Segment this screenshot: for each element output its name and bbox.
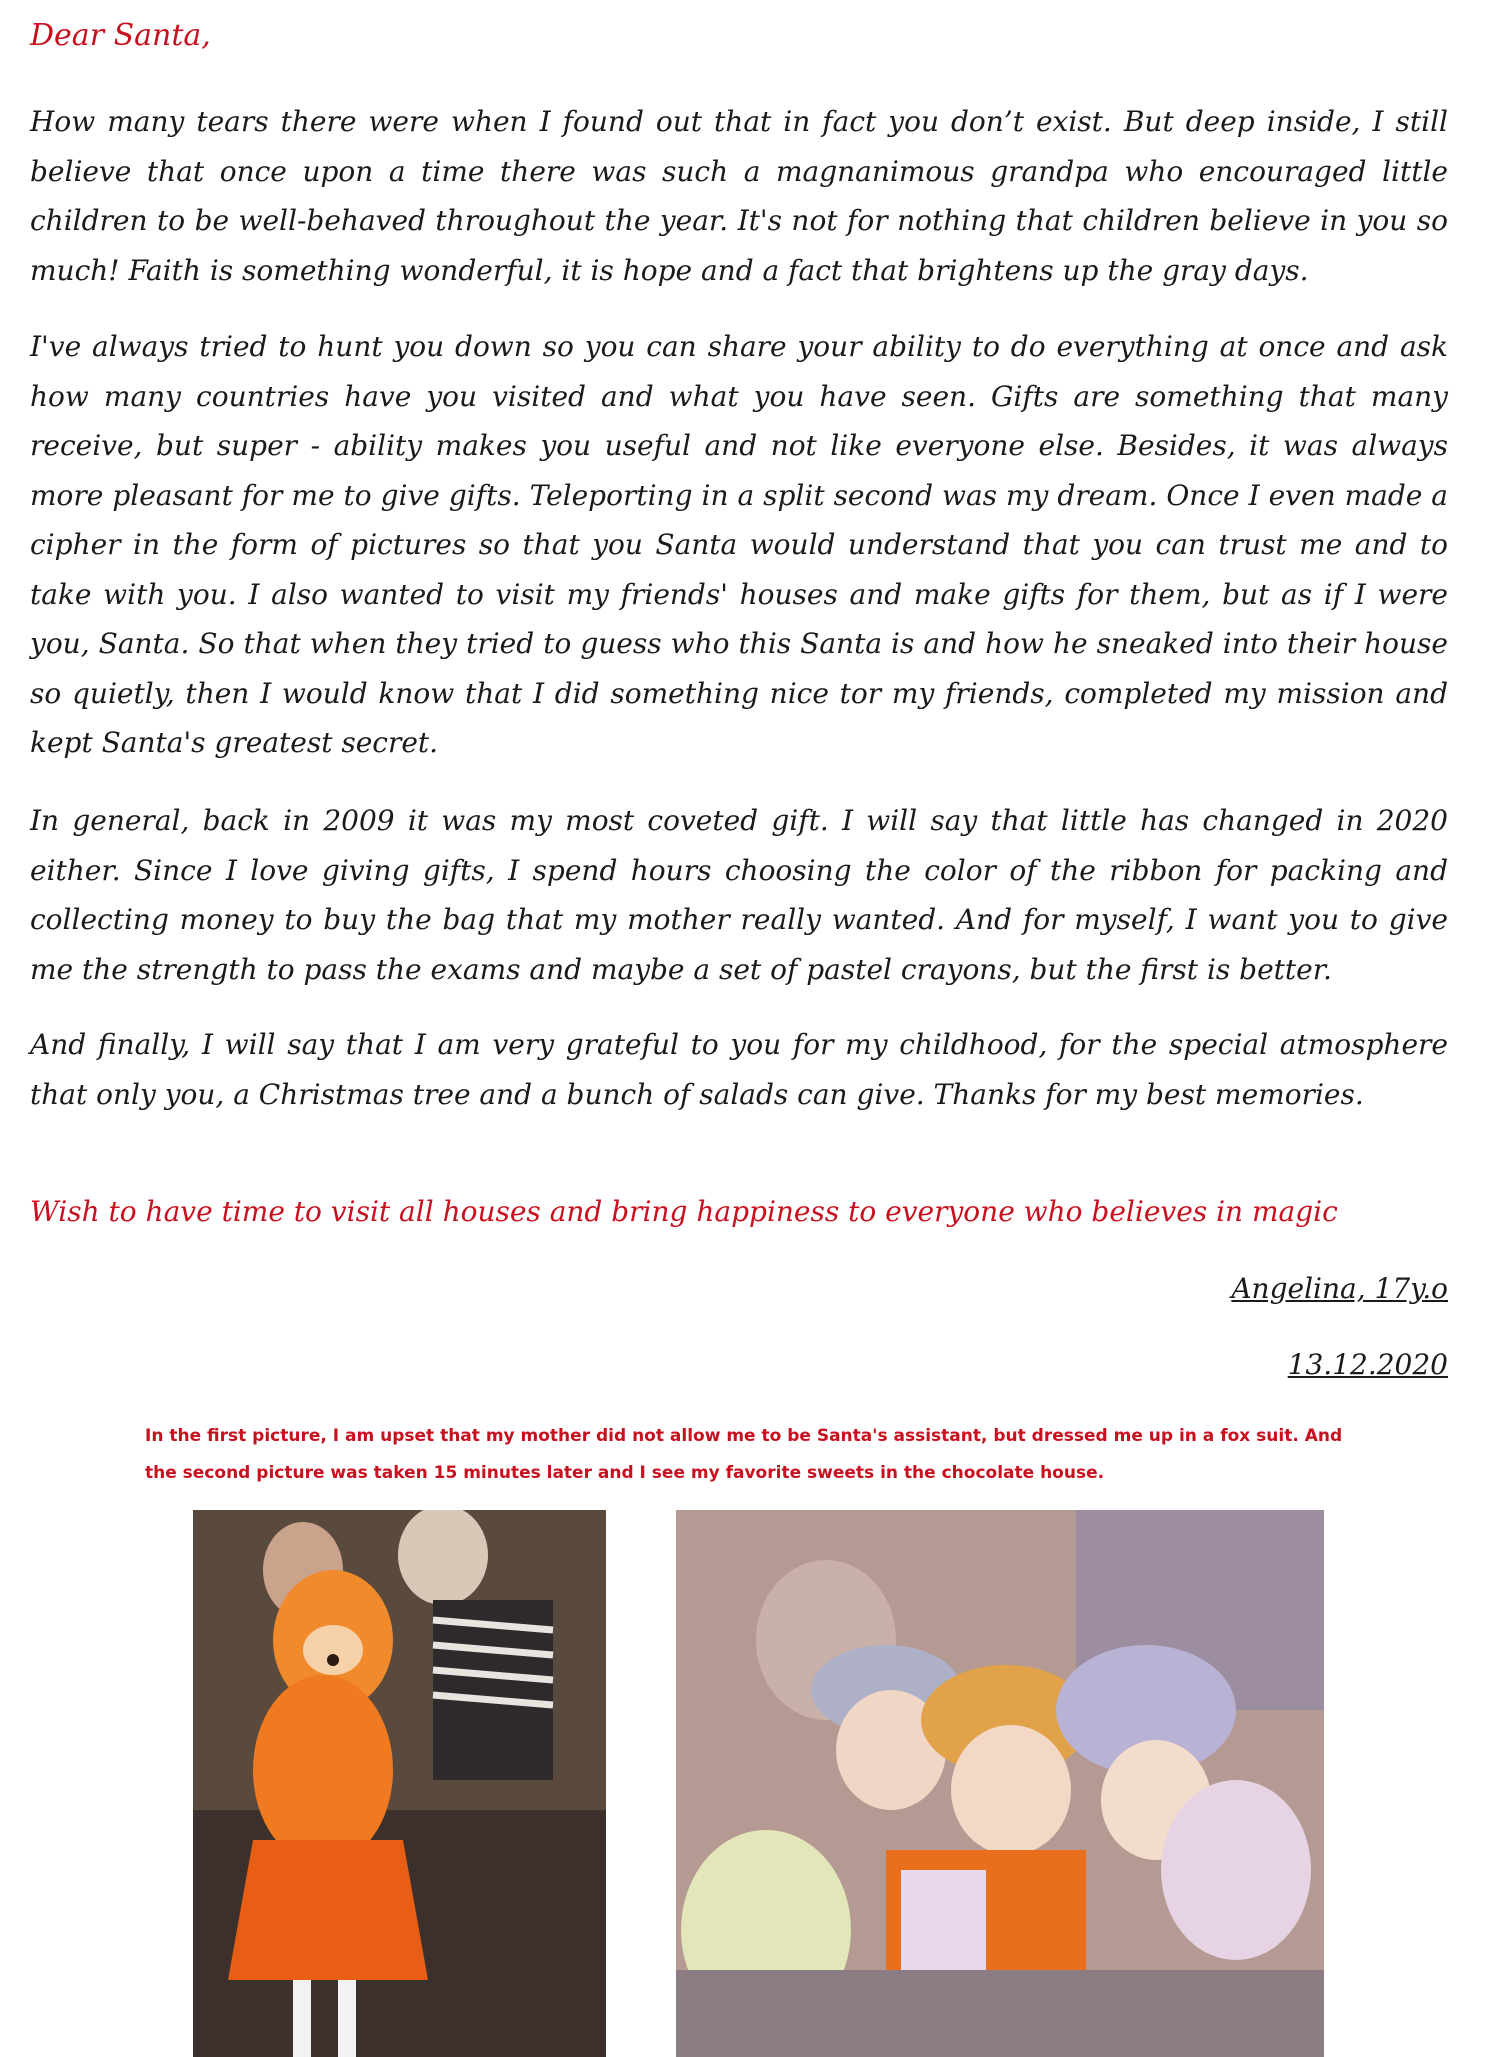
photo-caption: In the first picture, I am upset that my mother did not allow me to be Santa's assistant, but dressed me up in a fox suit. And the second picture was taken 15 minutes later and I see my favorite sweets in the chocolate house. <box>145 1426 1343 1483</box>
letter-greeting: Dear Santa, <box>30 18 211 53</box>
chocolate-house-photo <box>676 1510 1324 2057</box>
letter-paragraph-4: And finally, I will say that I am very grateful to you for my childhood, for the special atmosphere that only you, a Christmas tree and a bunch of salads can give. Thanks for my best memories. <box>30 1028 1448 1111</box>
letter-signature: Angelina, 17y.o <box>1231 1272 1448 1305</box>
letter-paragraph-2: I've always tried to hunt you down so you can share your ability to do everything at once and ask how many countries have you visited and what you have seen. Gifts are something that many receive, but super - ability makes you useful and not like everyone else. Besides, it was always more pleasant for me to give gifts. Teleporting in a split second was my dream. Once I even made a cipher in the form of pictures so that you Santa would understand that you can trust me and to take with you. I also wanted to visit my friends' houses and make gifts for them, but as if I were you, Santa. So that when they tried to guess who this Santa is and how he sneaked into their house so quietly, then I would know that I did something nice tor my friends, completed my mission and kept Santa's greatest secret. <box>30 330 1448 759</box>
letter-date: 13.12.2020 <box>1287 1348 1448 1381</box>
letter-paragraph-1: How many tears there were when I found out that in fact you don’t exist. But deep inside, I still believe that once upon a time there was such a magnanimous grandpa who encouraged little children to be well-behaved throughout the year. It's not for nothing that children believe in you so much! Faith is something wonderful, it is hope and a fact that brightens up the gray days. <box>30 105 1448 287</box>
letter-wish: Wish to have time to visit all houses and bring happiness to everyone who believes in magic <box>30 1195 1338 1228</box>
fox-costume-photo <box>193 1510 606 2057</box>
letter-paragraph-3: In general, back in 2009 it was my most coveted gift. I will say that little has changed in 2020 either. Since I love giving gifts, I spend hours choosing the color of the ribbon for packing and collecting money to buy the bag that my mother really wanted. And for myself, I want you to give me the strength to pass the exams and maybe a set of pastel crayons, but the first is better. <box>30 804 1448 986</box>
